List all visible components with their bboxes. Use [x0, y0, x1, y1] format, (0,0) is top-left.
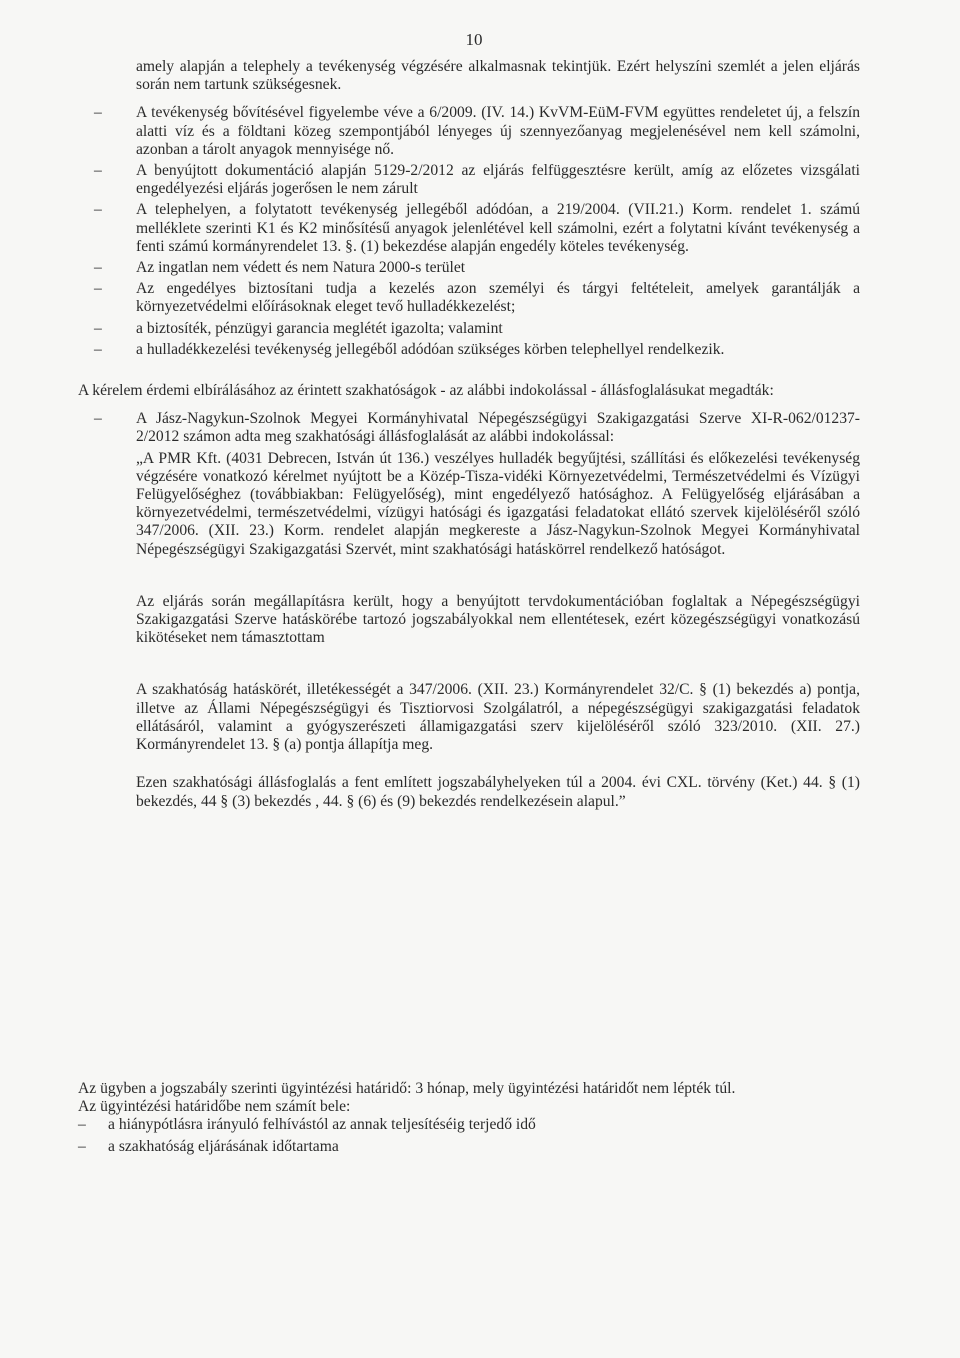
- request-paragraph: A kérelem érdemi elbírálásához az érintett szakhatóságok - az alábbi indokolással - állásfoglalásukat megadták:: [78, 382, 774, 400]
- authority-quote: [78, 450, 860, 811]
- list-item: – a biztosíték, pénzügyi garancia meglétét igazolta; valamint: [78, 320, 860, 338]
- authority-list: [78, 410, 860, 446]
- quote-paragraph: Az eljárás során megállapításra került, hogy a benyújtott tervdokumentációban foglaltak a Népegészségügyi Szakigazgatási Szerve hatáskörébe tartozó jogszabályokkal nem ellentétesek, ezért közegészségügyi vonatkozású kikötéseket nem támasztottam: [136, 592, 860, 647]
- list-item: – a hulladékkezelési tevékenység jellegéből adódóan szükséges körben telephellyel rendelkezik.: [78, 341, 860, 359]
- quote-paragraph: A szakhatóság hatáskörét, illetékességét a 347/2006. (XII. 23.) Kormányrendelet 32/C. § (1) bekezdés a) pontja, illetve az Állami Népegészségügyi és Tisztiorvosi Szolgálatról, a népegészségügyi szakigazgatási feladatok ellátásáról, valamint a gyógyszerészeti államigazgatási szerv kijelöléséről szóló 323/2010. (XII. 27.) Kormányrendelet 13. § (a) pontja állapítja meg.: [136, 681, 860, 754]
- exclusions-list: [78, 1116, 842, 1155]
- list-item: – A benyújtott dokumentáció alapján 5129-2/2012 az eljárás felfüggesztésre került, amíg az előzetes vizsgálati engedélyezési eljárás jogerősen le nem zárult: [78, 162, 860, 198]
- requirements-list: [78, 104, 860, 359]
- list-item: – A tevékenység bővítésével figyelembe véve a 6/2009. (IV. 14.) KvVM-EüM-FVM együttes rendeletet új, a felszín alatti víz és a földtani közeg szempontjából lényeges új szennyezőanyag megjelenésével nem kell számolni, azonban a tárolt anyagok mennyisége nő.: [78, 104, 860, 159]
- page-number: 10: [465, 30, 483, 49]
- list-item: – A Jász-Nagykun-Szolnok Megyei Kormányhivatal Népegészségügyi Szakigazgatási Szerve XI-R-062/01237-2/2012 számon adta meg szakhatósági állásfoglalását az alábbi indokolással:: [78, 410, 860, 446]
- list-item: – Az engedélyes biztosítani tudja a kezelés azon személyi és tárgyi feltételeit, amelyek garantálják a környezetvédelmi előírásoknak eleget tevő hulladékkezelést;: [78, 280, 860, 316]
- deadline-paragraph: Az ügyben a jogszabály szerinti ügyintézési határidő: 3 hónap, mely ügyintézési határidőt nem lépték túl.: [78, 1080, 736, 1097]
- list-item: – A telephelyen, a folytatott tevékenység jellegéből adódóan, a 219/2004. (VII.21.) Korm. rendelet 1. számú melléklete szerinti K1 és K2 minősítésű anyagok jelenlétével kell számolni, ezért a folytatni kívánt tevékenység a fenti számú kormányrendelet 13. §. (1) bekezdése alapján engedély köteles tevékenység.: [78, 201, 860, 256]
- quote-paragraph: Ezen szakhatósági állásfoglalás a fent említett jogszabályhelyeken túl a 2004. évi CXL. törvény (Ket.) 44. § (1) bekezdés, 44 § (3) bekezdés , 44. § (6) és (9) bekezdés rendelkezésein alapul.”: [136, 774, 860, 810]
- list-item: – Az ingatlan nem védett és nem Natura 2000-s terület: [78, 259, 860, 277]
- intro-continuation: amely alapján a telephely a tevékenység végzésére alkalmasnak tekintjük. Ezért helyszíni szemlét a jelen eljárás során nem tartunk szükségesnek.: [136, 58, 860, 94]
- deadline-section: [78, 1080, 842, 1159]
- exclusions-heading: Az ügyintézési határidőbe nem számít bele:: [78, 1098, 351, 1116]
- quote-paragraph: „A PMR Kft. (4031 Debrecen, István út 136.) veszélyes hulladék begyűjtési, szállítási és előkezelési tevékenység végzésére vonatkozó kérelmet nyújtott be a Közép-Tisza-vidéki Környezetvédelmi, Természetvédelmi és Vízügyi Felügyelőséghez (továbbiakban: Felügyelőség), mint engedélyező hatósághoz. A Felügyelőség eljárásában a környezetvédelmi, természetvédelmi, vízügyi hatósági és igazgatási feladatokat ellátó szervek kijelöléséről szóló 347/2006. (XII. 23.) Korm. rendelet alapján megkereste a Jász-Nagykun-Szolnok Megyei Kormányhivatal Népegészségügyi Szakigazgatási Szervét, mint szakhatósági hatáskörrel rendelkező hatóságot.: [136, 449, 860, 558]
- list-item: – a hiánypótlásra irányuló felhívástól az annak teljesítéséig terjedő idő: [78, 1116, 842, 1134]
- list-item: – a szakhatóság eljárásának időtartama: [78, 1138, 842, 1156]
